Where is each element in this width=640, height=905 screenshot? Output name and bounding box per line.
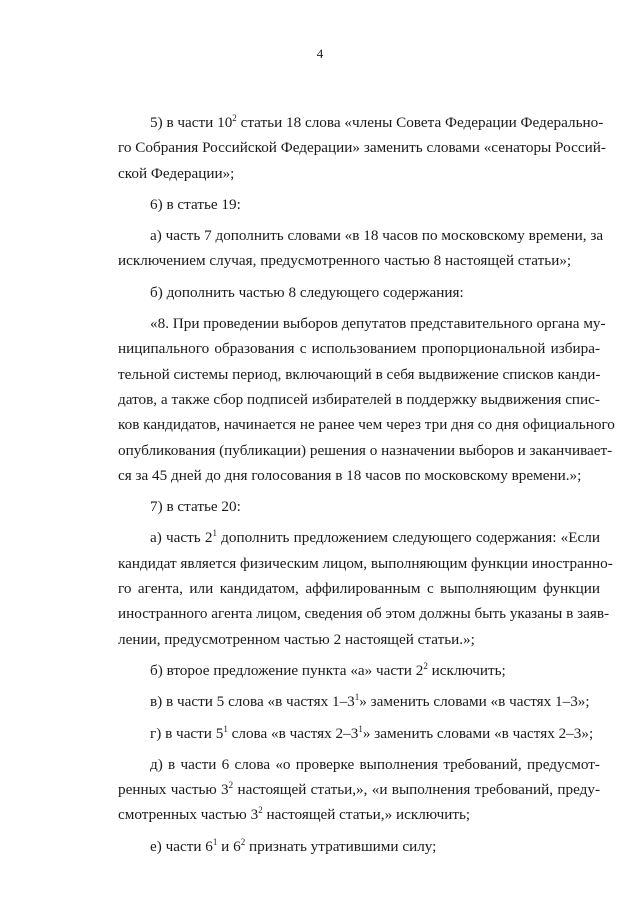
text-line: ся за 45 дней до дня голосования в 18 часов по московскому времени.»; xyxy=(118,466,582,484)
paragraph xyxy=(118,834,600,859)
text-line: 6) в статье 19: xyxy=(150,195,241,213)
superscript: 2 xyxy=(423,660,428,671)
text-line: исключением случая, предусмотренного частью 8 настоящей статьи»; xyxy=(118,252,572,270)
text-line: д) в части 6 слова «о проверке выполнения требований, предусмот- xyxy=(150,755,600,773)
text-line: 5) в части $10^2$ статьи 18 слова «члены Совета Федерации Федерально- xyxy=(150,112,604,131)
paragraph xyxy=(118,311,615,488)
text-line: а) часть 7 дополнить словами «в 18 часов по московскому времени, за xyxy=(150,227,604,245)
paragraph xyxy=(118,752,600,828)
text-line: ков кандидатов, начинается не ранее чем через три дня со дня официального xyxy=(118,416,615,434)
text-line: иностранного агента лицом, сведения об этом должны быть указаны в заяв- xyxy=(118,605,610,623)
text-line: б) дополнить частью 8 следующего содержания: xyxy=(150,283,464,301)
superscript: 2 xyxy=(232,112,237,123)
superscript: 2 xyxy=(228,780,234,791)
page-number: 4 xyxy=(316,46,324,61)
text-line: ниципального образования с использованием пропорциональной избира- xyxy=(118,340,600,358)
paragraph xyxy=(118,689,600,714)
superscript: 1 xyxy=(223,723,228,734)
text-line: б) второе предложение пункта «а» части $2^2$ исключить; xyxy=(150,660,506,679)
paragraph xyxy=(118,110,606,186)
text-line: го агента, или кандидатом, аффилированным с выполняющим функции xyxy=(118,580,600,598)
paragraph xyxy=(118,658,600,683)
superscript: 2 xyxy=(258,805,263,816)
text-line: опубликования (публикации) решения о назначении выборов и заканчивает- xyxy=(118,441,613,459)
text-line: тельной системы период, включающий в себя выдвижение списков канди- xyxy=(118,365,601,383)
text-line: «8. При проведении выборов депутатов представительного органа му- xyxy=(150,315,606,333)
text-line: ской Федерации»; xyxy=(118,164,235,182)
paragraph xyxy=(118,525,613,651)
text-line: го Собрания Российской Федерации» заменить словами «сенаторы Россий- xyxy=(118,139,606,157)
text-line: лении, предусмотренном частью 2 настоящей статьи.»; xyxy=(118,630,475,648)
superscript: 2 xyxy=(240,836,246,847)
text-line: а) часть $2^1$ дополнить предложением следующего содержания: «Если xyxy=(150,528,600,547)
paragraph xyxy=(118,494,600,519)
text-line: 7) в статье 20: xyxy=(150,498,241,516)
paragraph xyxy=(118,192,600,217)
paragraph xyxy=(118,223,604,274)
text-line: в) в части 5 слова «в частях $1-3^1$» заменить словами «в частях 1–3»; xyxy=(150,692,590,711)
paragraph xyxy=(118,280,600,305)
text-line: смотренных частью $3^2$ настоящей статьи,» исключить; xyxy=(118,805,471,824)
paragraph xyxy=(118,721,600,746)
text-line: датов, а также сбор подписей избирателей в поддержку выдвижения спис- xyxy=(118,390,600,408)
text-line: е) части $6^1$ и $6^2$ признать утратившими силу; xyxy=(150,836,437,855)
text-line: кандидат является физическим лицом, выполняющим функции иностранно- xyxy=(118,554,613,572)
superscript: 1 xyxy=(354,692,360,703)
text-line: ренных частью $3^2$ настоящей статьи,», «и выполнения требований, преду- xyxy=(118,780,600,799)
superscript: 1 xyxy=(358,723,363,734)
document-body xyxy=(118,110,615,865)
superscript: 1 xyxy=(212,836,218,847)
text-line: г) в части $5^1$ слова «в частях $2-3^1$» заменить словами «в частях 2–3»; xyxy=(150,723,594,742)
superscript: 1 xyxy=(212,528,217,539)
